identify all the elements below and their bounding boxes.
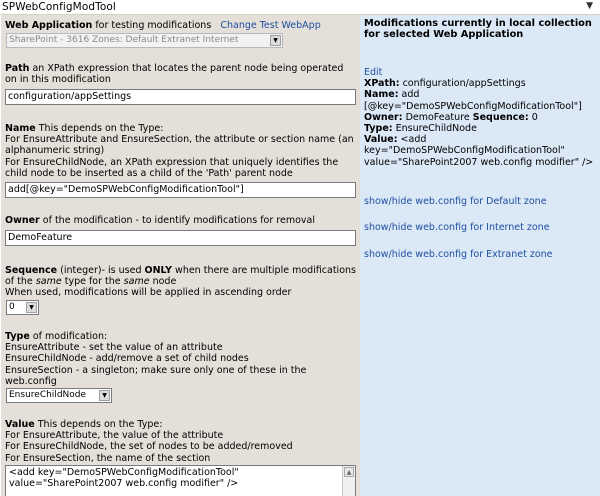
name-label: Name: [5, 123, 36, 134]
web-app-desc: for testing modifications: [95, 20, 212, 31]
value-text-line-1: <add key="DemoSPWebConfigModificationTool": [9, 467, 239, 478]
sequence-label: Sequence: [5, 265, 58, 276]
title-bar: [0, 0, 600, 15]
type-help-3: EnsureSection - a singleton; make sure only one of these in the web.config: [5, 364, 307, 387]
type-select-value: EnsureChildNode: [9, 390, 87, 400]
web-app-section: [5, 20, 357, 31]
chevron-down-icon[interactable]: ▼: [586, 1, 593, 11]
textarea-scrollbar[interactable]: [342, 466, 355, 496]
panel-heading: Modifications currently in local collection for selected Web Application: [364, 18, 592, 41]
sequence-select[interactable]: [6, 300, 39, 315]
type-label: Type:: [364, 123, 393, 135]
owner-label: Owner:: [364, 111, 403, 123]
web-app-select[interactable]: [6, 33, 283, 48]
chevron-down-icon: ▼: [26, 302, 37, 313]
value-text-line-2: value="SharePoint2007 web.config modifier" />: [9, 478, 239, 489]
toggle-extranet-zone-link[interactable]: show/hide web.config for Extranet zone: [364, 249, 553, 260]
sequence-desc-mid2: type for the: [64, 276, 121, 288]
sequence-desc-mid: when there are multiple modifications of the: [5, 265, 356, 288]
toggle-default-zone-link[interactable]: show/hide web.config for Default zone: [364, 196, 547, 207]
sequence-desc-end: node: [152, 276, 177, 288]
value-desc: This depends on the Type:: [37, 419, 163, 430]
name-help-2: For EnsureChildNode, an XPath expression that uniquely identifies the child node to be inserted as a child of the 'Path' parent node: [5, 156, 339, 179]
window-title: SPWebConfigModTool: [2, 1, 116, 13]
path-input[interactable]: configuration/appSettings: [5, 89, 356, 105]
name-input[interactable]: add[@key="DemoSPWebConfigModificationTool"]: [5, 182, 356, 198]
value-section: [5, 419, 357, 464]
sequence-section: [5, 265, 357, 299]
name-desc: This depends on the Type:: [38, 123, 164, 134]
type-value: EnsureChildNode: [395, 123, 477, 135]
path-label: Path: [5, 63, 30, 74]
name-label: Name:: [364, 89, 399, 101]
value-textarea[interactable]: [5, 465, 356, 496]
sequence-same-2: same: [123, 276, 150, 288]
edit-link[interactable]: Edit: [364, 67, 383, 78]
xpath-value: configuration/appSettings: [402, 78, 526, 90]
chevron-down-icon: ▼: [99, 390, 110, 401]
owner-section: [5, 215, 357, 226]
type-desc: of modification:: [32, 331, 108, 342]
type-help-1: EnsureAttribute - set the value of an attribute: [5, 342, 223, 354]
type-help-2: EnsureChildNode - add/remove a set of child nodes: [5, 353, 249, 365]
edit-form-panel: [1, 15, 360, 496]
type-section: [5, 331, 357, 387]
sequence-label: Sequence:: [472, 111, 529, 123]
value-help-1: For EnsureAttribute, the value of the attribute: [5, 430, 224, 442]
sequence-select-value: 0: [9, 302, 15, 312]
modifications-panel: [360, 15, 600, 496]
value-help-2: For EnsureChildNode, the set of nodes to be added/removed: [5, 441, 293, 453]
value-help-3: For EnsureSection, the name of the section: [5, 452, 211, 464]
name-help-1: For EnsureAttribute and EnsureSection, the attribute or section name (an alphanumeric string): [5, 134, 354, 157]
path-desc: an XPath expression that locates the parent node being operated on in this modification: [5, 63, 344, 86]
type-select[interactable]: [6, 388, 112, 403]
owner-label: Owner: [5, 215, 40, 226]
owner-desc: of the modification - to identify modifications for removal: [42, 215, 315, 226]
sequence-value: 0: [531, 111, 538, 123]
owner-input[interactable]: DemoFeature: [5, 230, 356, 246]
value-value: <add key="DemoSPWebConfigModificationTool" value="SharePoint2007 web.config modifier" />: [364, 134, 594, 168]
sequence-desc-pre: (integer)- is used: [60, 265, 142, 276]
value-label: Value:: [364, 134, 398, 146]
path-section: [5, 63, 357, 85]
chevron-down-icon: ▼: [270, 35, 281, 46]
sequence-same-1: same: [35, 276, 62, 288]
web-app-select-value: SharePoint - 3616 Zones: Default Extranet Internet: [9, 35, 239, 45]
owner-value: DemoFeature: [405, 111, 470, 123]
sequence-only: ONLY: [144, 265, 173, 276]
type-label: Type: [5, 331, 30, 342]
web-app-label: Web Application: [5, 20, 93, 31]
value-label: Value: [5, 419, 35, 430]
change-test-webapp-link[interactable]: Change Test WebApp: [220, 20, 321, 31]
scroll-up-icon[interactable]: ▲: [344, 467, 354, 477]
xpath-label: XPath:: [364, 78, 400, 90]
name-section: [5, 123, 357, 179]
sequence-help: When used, modifications will be applied in ascending order: [5, 287, 292, 299]
toggle-internet-zone-link[interactable]: show/hide web.config for Internet zone: [364, 222, 550, 233]
modification-entry: [364, 67, 598, 168]
name-value: add [@key="DemoSPWebConfigModificationTool"]: [364, 89, 582, 112]
